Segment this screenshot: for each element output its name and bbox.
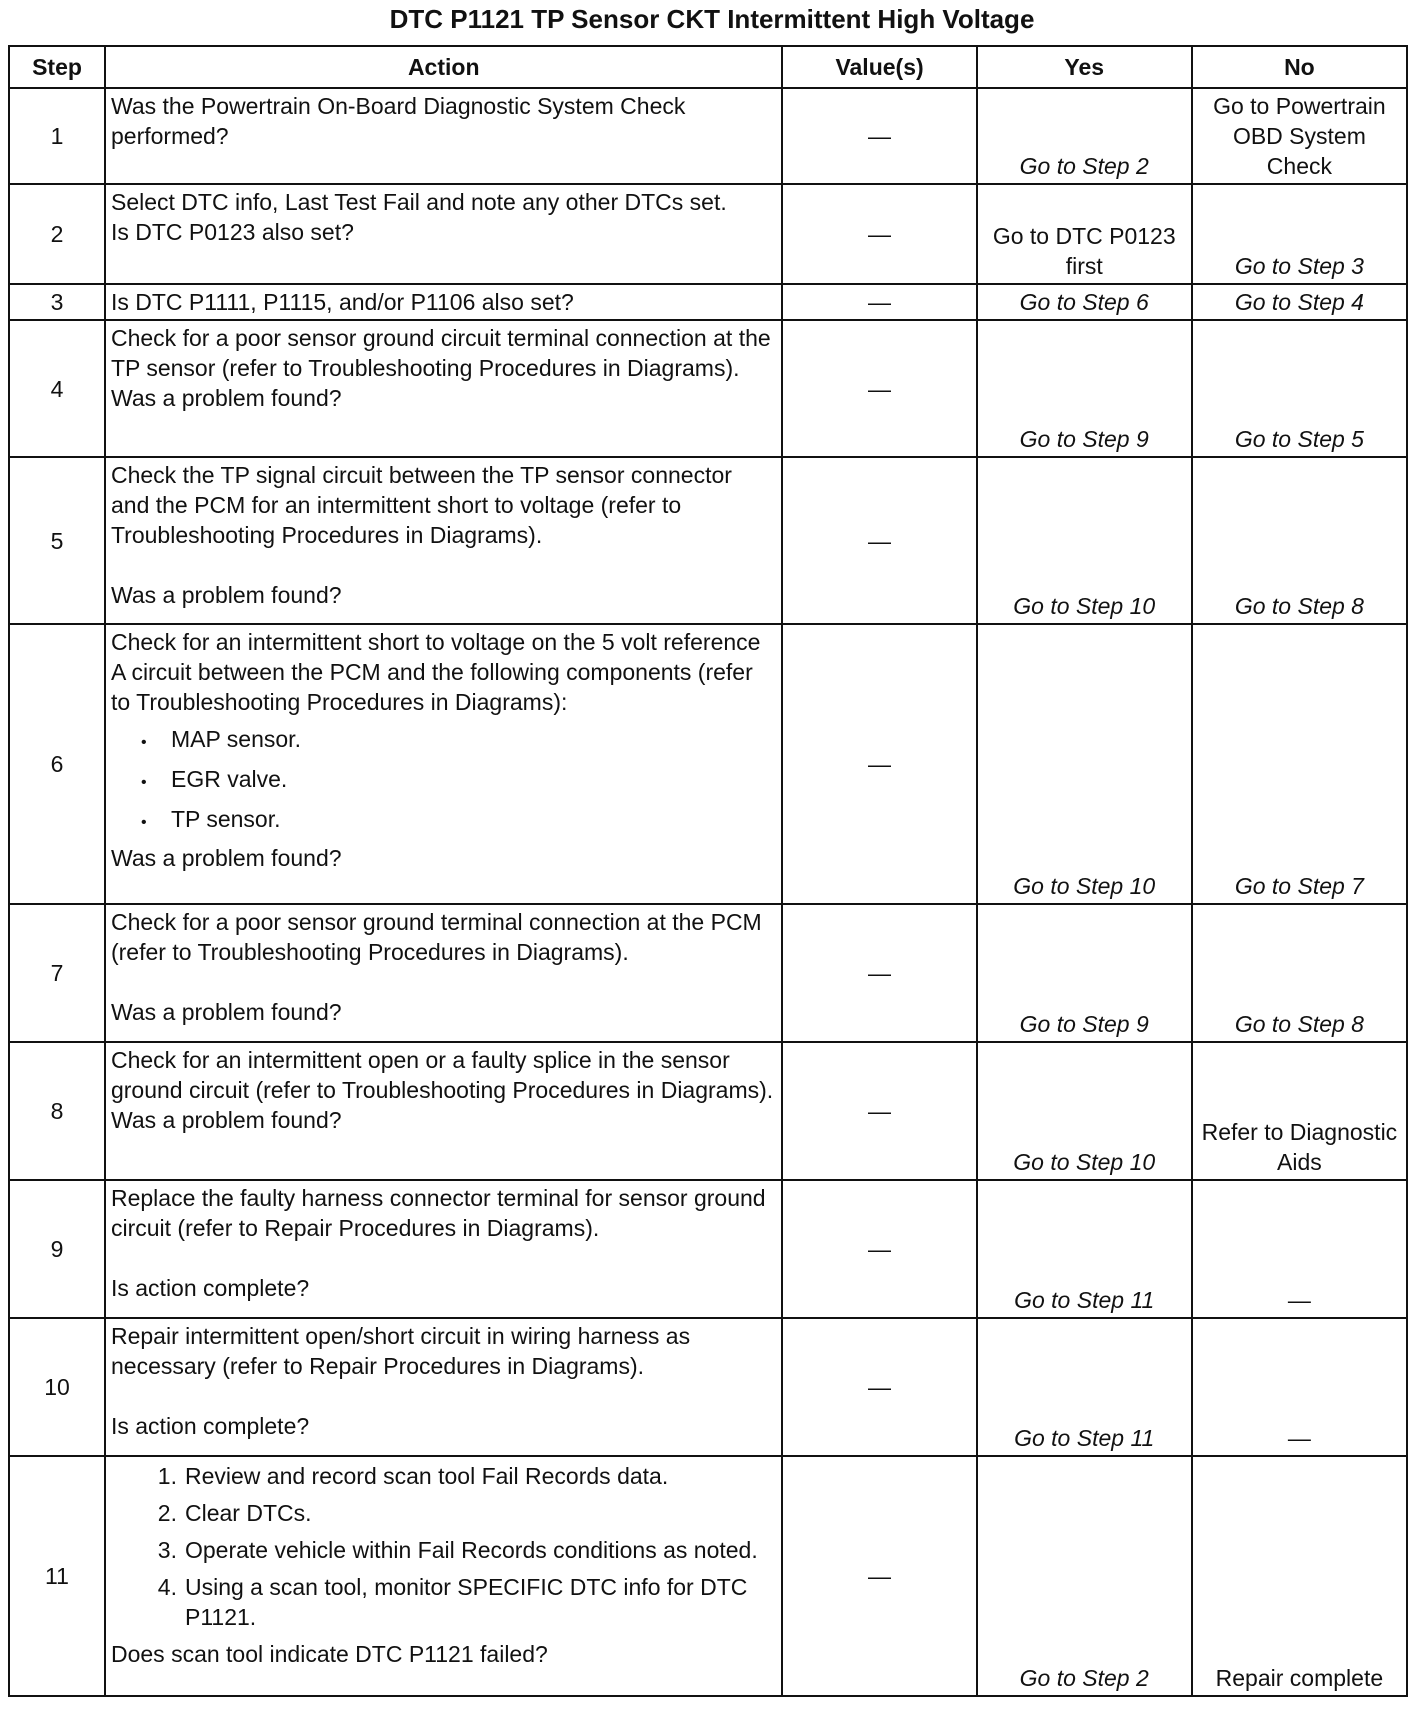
action-question: Was a problem found?	[110, 385, 342, 411]
action-question: Is action complete?	[110, 1413, 310, 1439]
yes-cell: Go to Step 6	[977, 284, 1192, 320]
value-cell: —	[782, 1456, 976, 1696]
no-cell: Go to Step 4	[1192, 284, 1407, 320]
action-cell	[105, 624, 782, 904]
action-cell	[105, 1456, 782, 1696]
step-number: 9	[9, 1180, 105, 1318]
no-cell: —	[1192, 1180, 1407, 1318]
yes-cell: Go to Step 2	[977, 88, 1192, 184]
yes-cell: Go to DTC P0123 first	[977, 184, 1192, 284]
table-row	[9, 1456, 1407, 1696]
action-text: Is DTC P1111, P1115, and/or P1106 also set?	[110, 289, 574, 315]
list-item: 3. Operate vehicle within Fail Records conditions as noted.	[157, 1537, 758, 1563]
table-row	[9, 457, 1407, 624]
step-number: 6	[9, 624, 105, 904]
action-text: Was the Powertrain On-Board Diagnostic System Check performed?	[110, 93, 686, 149]
list-item: 1. Review and record scan tool Fail Records data.	[157, 1463, 669, 1489]
header-action: Action	[105, 46, 782, 88]
action-text: Check for an intermittent open or a faulty splice in the sensor ground circuit (refer to Troubleshooting Procedures in Diagrams).	[110, 1047, 774, 1103]
table-row	[9, 88, 1407, 184]
table-row	[9, 904, 1407, 1042]
step-number: 10	[9, 1318, 105, 1456]
header-values: Value(s)	[782, 46, 976, 88]
table-row	[9, 1318, 1407, 1456]
action-text: Replace the faulty harness connector terminal for sensor ground circuit (refer to Repair Procedures in Diagrams).	[110, 1185, 766, 1241]
step-number: 2	[9, 184, 105, 284]
action-question: Was a problem found?	[110, 1107, 342, 1133]
no-cell: Go to Step 7	[1192, 624, 1407, 904]
list-item: • MAP sensor.	[141, 721, 776, 761]
action-cell	[105, 88, 782, 184]
header-no: No	[1192, 46, 1407, 88]
table-row	[9, 624, 1407, 904]
yes-cell: Go to Step 11	[977, 1180, 1192, 1318]
step-number: 3	[9, 284, 105, 320]
value-cell: —	[782, 320, 976, 457]
step-number: 11	[9, 1456, 105, 1696]
step-number: 4	[9, 320, 105, 457]
step-number: 8	[9, 1042, 105, 1180]
value-cell: —	[782, 284, 976, 320]
no-cell: Go to Step 5	[1192, 320, 1407, 457]
header-step: Step	[9, 46, 105, 88]
table-row	[9, 284, 1407, 320]
action-cell	[105, 1318, 782, 1456]
action-text: Select DTC info, Last Test Fail and note any other DTCs set.	[110, 189, 727, 215]
action-question: Is DTC P0123 also set?	[110, 219, 354, 245]
action-question: Does scan tool indicate DTC P1121 failed?	[110, 1641, 548, 1667]
list-item: • EGR valve.	[141, 761, 776, 801]
value-cell: —	[782, 904, 976, 1042]
value-cell: —	[782, 624, 976, 904]
yes-cell: Go to Step 9	[977, 320, 1192, 457]
page-title: DTC P1121 TP Sensor CKT Intermittent High Voltage	[389, 4, 1035, 34]
action-cell	[105, 457, 782, 624]
no-cell: Repair complete	[1192, 1456, 1407, 1696]
action-cell	[105, 320, 782, 457]
list-item: 4. Using a scan tool, monitor SPECIFIC DTC info for DTC P1121.	[157, 1574, 748, 1630]
procedure-list	[111, 1461, 776, 1632]
yes-cell: Go to Step 10	[977, 1042, 1192, 1180]
action-question: Is action complete?	[110, 1275, 310, 1301]
table-row	[9, 320, 1407, 457]
value-cell: —	[782, 1180, 976, 1318]
yes-cell: Go to Step 9	[977, 904, 1192, 1042]
action-cell	[105, 1180, 782, 1318]
action-cell	[105, 284, 782, 320]
no-cell: Go to Powertrain OBD System Check	[1192, 88, 1407, 184]
action-cell	[105, 1042, 782, 1180]
action-text: Check for a poor sensor ground circuit terminal connection at the TP sensor (refer to Troubleshooting Procedures in Diagrams).	[110, 325, 771, 381]
list-item: 2. Clear DTCs.	[157, 1500, 312, 1526]
step-number: 5	[9, 457, 105, 624]
yes-cell: Go to Step 10	[977, 457, 1192, 624]
component-list	[111, 721, 776, 841]
action-text: Check the TP signal circuit between the TP sensor connector and the PCM for an intermittent short to voltage (refer to Troubleshooting Procedures in Diagrams).	[110, 462, 732, 548]
diagnostic-table	[8, 45, 1408, 1697]
no-cell: —	[1192, 1318, 1407, 1456]
step-number: 7	[9, 904, 105, 1042]
table-row	[9, 1180, 1407, 1318]
action-question: Was a problem found?	[110, 845, 342, 871]
table-row	[9, 1042, 1407, 1180]
yes-cell: Go to Step 11	[977, 1318, 1192, 1456]
value-cell: —	[782, 184, 976, 284]
action-question: Was a problem found?	[110, 582, 342, 608]
table-row	[9, 184, 1407, 284]
action-cell	[105, 904, 782, 1042]
no-cell: Go to Step 8	[1192, 904, 1407, 1042]
action-text: Repair intermittent open/short circuit in wiring harness as necessary (refer to Repair Procedures in Diagrams).	[110, 1323, 691, 1379]
value-cell: —	[782, 1042, 976, 1180]
action-text: Check for an intermittent short to voltage on the 5 volt reference A circuit between the PCM and the following components (refer to Troubleshooting Procedures in Diagrams):	[110, 629, 761, 715]
action-text: Check for a poor sensor ground terminal connection at the PCM (refer to Troubleshooting Procedures in Diagrams).	[110, 909, 762, 965]
step-number: 1	[9, 88, 105, 184]
header-row	[9, 46, 1407, 88]
yes-cell: Go to Step 2	[977, 1456, 1192, 1696]
action-cell	[105, 184, 782, 284]
no-cell: Refer to Diagnostic Aids	[1192, 1042, 1407, 1180]
yes-cell: Go to Step 10	[977, 624, 1192, 904]
value-cell: —	[782, 88, 976, 184]
list-item: • TP sensor.	[141, 801, 776, 841]
value-cell: —	[782, 457, 976, 624]
header-yes: Yes	[977, 46, 1192, 88]
no-cell: Go to Step 3	[1192, 184, 1407, 284]
action-question: Was a problem found?	[110, 999, 342, 1025]
value-cell: —	[782, 1318, 976, 1456]
no-cell: Go to Step 8	[1192, 457, 1407, 624]
